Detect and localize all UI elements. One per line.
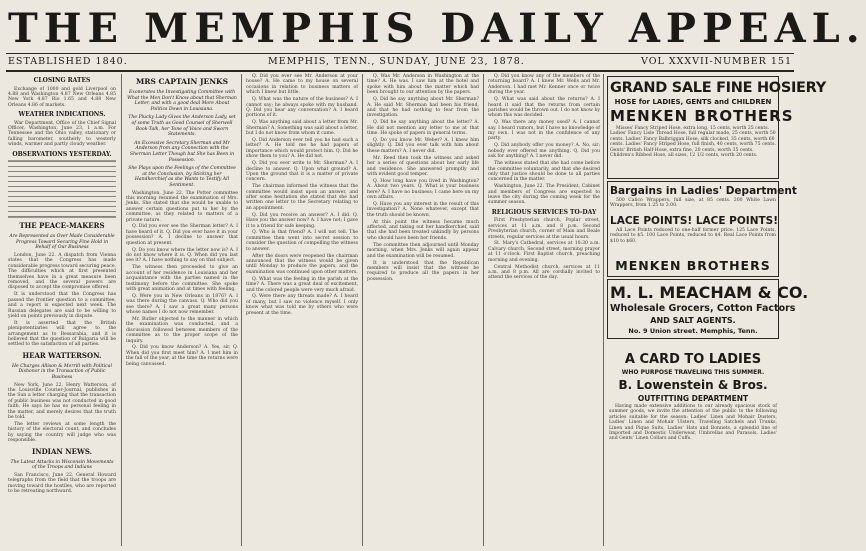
watterson-subheading: He Charges Allison & Merrill with Political Dishonor in the Transaction of Public Business [12, 363, 112, 381]
lace-firm: MENKEN BROTHERS [615, 258, 771, 273]
peace-makers-heading: THE PEACE-MAKERS [19, 221, 105, 231]
meacham-advertisement [607, 279, 809, 339]
column-separator [241, 74, 242, 546]
masthead [8, 5, 866, 52]
volume-text: VOL XXXVII-NUMBER 151 [641, 56, 792, 67]
column-4-text: Q. Was Mr. Anderson in Washington at the time? A. He was. I saw him at the hotel and spoke with him about the matter which had been brought to our attention by the papers. Q. Did he say anything about Mr. Sherman? A. He said Mr. Sherman had been his friend, and that he had nothing to fear from the investigation. Q. Did he say anything about the letter? A. He did not mention any letter to me at that time. He spoke of papers in general terms. Q. Do you know Mr. Weber? A. I knew him slightly. Q. Did you ever talk with him about these matters? A. I never did. Mr. Reed then took the witness and asked her a series of questions about her early life and residence. She answered promptly and with evident good temper. Q. How long have you lived in Washington? A. About two years. Q. What is your business here? A. I have no business; I came here on my own affairs. Q. Have you any interest in the result of this investigation? A. None whatever, except that the truth should be known. At this point the witness became much affected, and taking out her handkerchief, said that she had been treated unkindly by persons who should have been her friends. The committee then adjourned until Monday morning, when Mrs. Jenks will again appear and the examination will be resumed. It is understood that the Republican members will insist that the witness be required to produce all the papers in her possession. [367, 74, 479, 282]
dateline-rule [6, 70, 794, 72]
column-separator [603, 74, 604, 546]
hosiery-firm: MENKEN BROTHERS [610, 107, 794, 125]
lowenstein-advertisement [607, 341, 779, 486]
indian-news-subheading: The Latest Attacks in Wisconsin Movements of the Troops and Indians [10, 459, 114, 471]
meacham-trade-2: AND SALT AGENTS. [650, 316, 736, 325]
religious-services-heading: RELIGIOUS SERVICES TO-DAY [491, 208, 597, 216]
hosiery-subtitle: HOSE for LADIES, GENTS and CHILDREN [614, 98, 772, 106]
column-3-text: Q. Did you ever see Mr. Anderson at your house? A. He came to my house on several occasions in relation to business matters of which I knew but little. Q. What was the nature of the business? A. I cannot say; he always spoke with my husband. Q. Did you hear any conversation? A. I heard portions of it. Q. Was anything said about a letter from Mr. Sherman? A. Something was said about a letter, but I do not know from whom it came. Q. Did Anderson ever tell you he had such a letter? A. He told me he had papers of importance which would protect him. Q. Did he show them to you? A. He did not. Q. Did you ever write to Mr. Sherman? A. I decline to answer. Q. Upon what ground? A. Upon the ground that it is a matter of private concern. The chairman informed the witness that the committee would insist upon an answer, and after some hesitation she stated that she had written one letter to the Secretary relating to an appointment. Q. Did you receive an answer? A. I did. Q. Have you the answer now? A. I have not; I gave it to a friend for safe keeping. Q. Who is that friend? A. I will not tell. The committee then went into secret session to consider the question of compelling the witness to answer. After the doors were reopened the chairman announced that the witness would be given until Monday to produce the papers, and the examination was continued upon other matters. Q. What was the feeling in the parish at the time? A. There was a great deal of excitement, and the colored people were very much afraid. Q. Were there any threats made? A. I heard of many, but I saw no violence myself. I only know what was told me by others who were present at the time. [246, 74, 358, 316]
peace-makers-text: London, June 22. A dispatch from Vienna states that the Congress has made considerable progress toward securing peace. The difficulties which at first presented themselves have in a great measure been removed, and the several powers are disposed to accept the compromise offered. It is understood that the Congress has passed the frontier question to a committee, and a report is expected next week. The Russian delegates are said to be willing to yield on points previously in dispute. It is asserted that the British plenipotentiaries will agree to the arrangement as to Bessarabia, and it is believed that the question of Bulgaria will be settled to the satisfaction of all parties. [8, 252, 116, 348]
meacham-firm: M. L. MEACHAM & CO. [610, 283, 809, 302]
jenks-subheading-3: An Excessive Secretary Sherman and Mr Anderson from any Connection with the Sherman Letter Though but She has Been in Possession. [129, 140, 235, 163]
column-5 [488, 74, 600, 546]
watterson-text: New York, June 22. Henry Watterson, of the Louisville Courier-Journal, publishes in the Sun a letter charging that the transaction of public business was not conducted in good faith. He says he has no personal feeling in the matter, and merely desires that the truth be told. The letter reviews at some length the history of the electoral count, and concludes by saying the country will judge who was responsible. [8, 382, 116, 444]
closing-rates-text: Exchange of 1000 and gold Liverpool on 4.88 and Washington 4.87 New Orleans 4.85 New York 4.87 Rio 1.65 and 4.88 New Orleans 4.86 of markets. [8, 86, 116, 108]
column-3 [246, 74, 358, 546]
bargains-title: Bargains in Ladies' Department [610, 185, 797, 197]
column-4 [367, 74, 479, 546]
religious-services-text: First Presbyterian church, Poplar street, services at 11 a.m. and 8 p.m. Second Presbyterian church, corner of Main and Beale streets, regular services at the usual hours. St. Mary's Cathedral, services at 10:30 a.m. Calvary church, Second street, morning prayer at 11 o'clock. First Baptist church, preaching morning and evening. Central Methodist church, services at 11 a.m. and 8 p.m. All are cordially invited to attend the services of the day. [488, 218, 600, 281]
jenks-subheading-1: Exonerates the Investigating Committee with What the Men Don't Know about that Sherman Letter, and with a good deal More About Politics Down in Louisiana. [127, 90, 237, 112]
column-1 [8, 74, 116, 546]
column-5-text: Q. Did you know any of the members of the returning board? A. I knew Mr. Wells and Mr. Anderson. I had met Mr. Kenner once or twice during the year. Q. What was said about the returns? A. I heard it said that the returns from certain parishes would be thrown out. I do not know by whom this was decided. Q. Was there any money used? A. I cannot say. I heard rumors, but I have no knowledge of my own. I was not in the confidence of any party. Q. Did anybody offer you money? A. No, sir; nobody ever offered me anything. Q. Did you ask for anything? A. I never did. The witness stated that she had come before the committee voluntarily, and that she desired only that justice should be done to all parties concerned in the matter. Washington, June 22. The President, Cabinet and members of Congress are expected to leave the city during the coming week for the summer season. [488, 74, 600, 206]
dateline [6, 56, 794, 70]
bargains-advertisement [607, 181, 797, 277]
column-separator [362, 74, 363, 546]
jenks-heading: MRS CAPTAIN JENKS [135, 77, 228, 86]
jenks-subheading-2: The Plucky Lady Gives the Anderson Lady, set of some Truth as Good Counsel of Sherwell Book-Talk, her Tone of Voice and Sworn Statements. [128, 115, 236, 138]
masthead-rule [6, 53, 794, 54]
bargains-text: 500 Calico Wrappers, full size, at 85 cents. 200 White Lawn Wrappers, from 1.25 to 3.00. [610, 198, 776, 209]
weather-heading: WEATHER INDICATIONS. [18, 111, 106, 119]
card-title: A CARD TO LADIES [624, 352, 762, 367]
observations-table [8, 160, 116, 218]
jenks-subheading-4: She Plays upon the Feelings of the Committee at the Conclusion, by Sticking her Handkerchief as she Wants to Testify All Sentiment. [128, 166, 236, 188]
jenks-text: Washington, June 22. The Potter committee this morning resumed the examination of Mrs. Jenks. She stated that she would be unable to answer certain questions put to her by the committee, as they related to matters of a private nature. Q. Did you ever see the Sherman letter? A. I have heard of it. Q. Did you ever have it in your possession? A. I decline to answer that question at present. Q. Do you know where the letter now is? A. I do not know where it is. Q. When did you last see it? A. I have nothing to say on that subject. The witness then proceeded to give an account of her residence in Louisiana and her acquaintance with the parties named in the testimony before the committee. She spoke with great animation and at times with feeling. Q. Were you in New Orleans in 1876? A. I was there during the canvass. Q. Who did you see there? A. I saw a great many persons whose names I do not now remember. Mr. Butler objected to the manner in which the examination was conducted, and a discussion followed between members of the committee as to the proper scope of the inquiry. Q. Did you know Anderson? A. Yes, sir. Q. When did you first meet him? A. I met him in the fall of the year, at the time the returns were being canvassed. [126, 190, 238, 367]
watterson-heading: HEAR WATTERSON. [22, 350, 102, 360]
advertisement-column [607, 74, 826, 546]
meacham-trade: Wholesale Grocers, Cotton Factors [610, 303, 796, 314]
lowenstein-firm: B. Lowenstein & Bros. [618, 378, 768, 392]
indian-news-heading: INDIAN NEWS. [31, 446, 93, 456]
weather-text: War Department, Office of the Chief Signal Officer, Washington, June 23, 1 a.m. For Tennessee and the Ohio valley, stationary or falling barometer, southerly to westerly winds, warmer and partly cloudy weather. [8, 120, 116, 148]
hosiery-advertisement [607, 76, 826, 179]
meacham-address: No. 9 Union street. Memphis, Tenn. [628, 327, 758, 335]
column-separator [121, 74, 122, 546]
outfitting-text: Having made extensive additions to our already spacious stock of summer goods, we invite the attention of the public to the following articles suitable for the season: Ladies' Linen and Mohair Dusters, Ladies' Linen and Mohair Ulsters, Traveling Satchels and Trunks, Linen and Pique Suits, Ladies' Hats and Bonnets, a splendid line of Imported and Domestic Underwear, Umbrellas and Parasols, Ladies' and Gents' Linen Collars and Cuffs. [609, 404, 777, 442]
column-separator [483, 74, 484, 546]
lace-points-text: All Lace Points reduced to one-half former price. 125 Lace Points, reduced to $5. 100 Lace Points, reduced to $4. Real Lace Points from $10 to $60. [610, 228, 776, 244]
indian-news-text: San Francisco, June 22. General Howard telegraphs from the field that the troops are moving toward the hostiles, who are reported to be retreating northward. [8, 472, 116, 494]
hosiery-price-list: Misses' Fancy Striped Hose, extra long, 15 cents, worth 25 cents. Ladies' Fancy Lisle Thread Hose, full regular made, 25 cents, worth 50 cents. Ladies' Fancy Balbriggan Hose, silk clocked, 35 cents, worth 60 cents. Ladies' Fancy Striped Hose, full finish, 40 cents, worth 75 cents. Gents' British Half-Hose, extra fine, 20 cents, worth 35 cents. Children's Ribbed Hose, all sizes, 12 1/2 cents, worth 20 cents. [610, 126, 776, 159]
closing-rates-heading: CLOSING RATES [33, 77, 91, 84]
outfitting-department: OUTFITTING DEPARTMENT [637, 394, 749, 403]
place-date-text: MEMPHIS, TENN., SUNDAY, JUNE 23, 1878. [268, 56, 525, 67]
column-2 [126, 74, 238, 546]
established-text: ESTABLISHED 1840. [8, 56, 128, 67]
newspaper-title: THE MEMPHIS DAILY APPEAL. [8, 5, 866, 52]
card-subtitle: WHO PURPOSE TRAVELING THIS SUMMER. [621, 369, 765, 376]
hosiery-title: GRAND SALE FINE HOSIERY [610, 80, 826, 96]
lace-points-title: LACE POINTS! LACE POINTS! [610, 215, 779, 227]
peace-makers-subheading: Are Represented as Over Made Considerable Progress Toward Securing Fine Hold in Behalf of Our Business [9, 234, 115, 251]
observations-heading: OBSERVATIONS YESTERDAY. [12, 150, 112, 158]
